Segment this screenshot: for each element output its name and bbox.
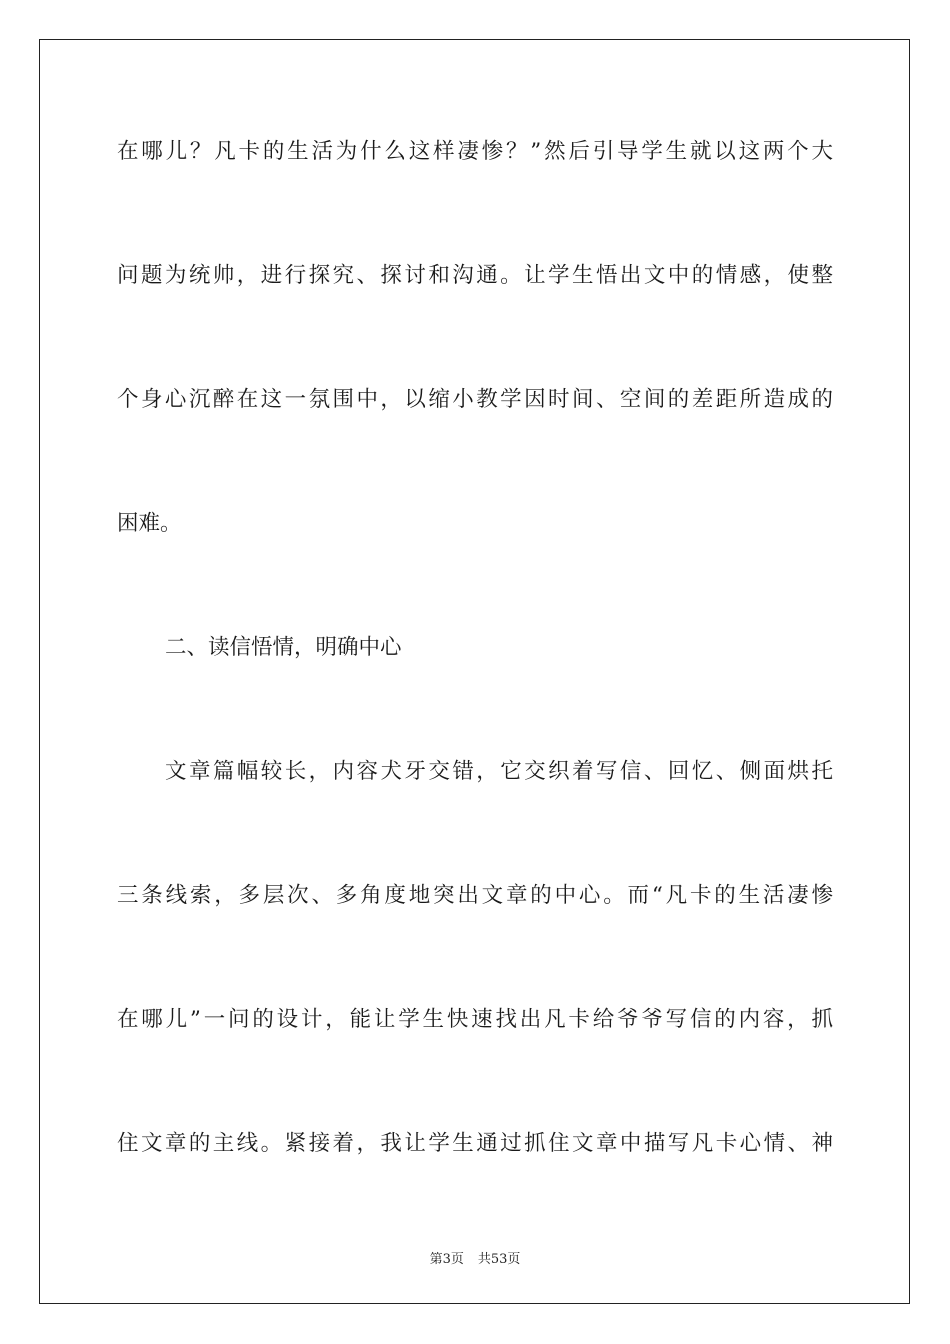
page-number: 第3页 xyxy=(429,1252,464,1267)
paragraph-line-7: 三条线索，多层次、多角度地突出文章的中心。而“凡卡的生活凄惨 xyxy=(117,883,833,908)
paragraph-line-9: 住文章的主线。紧接着，我让学生通过抓住文章中描写凡卡心情、神 xyxy=(117,1131,833,1156)
paragraph-line-1: 在哪儿？凡卡的生活为什么这样凄惨？”然后引导学生就以这两个大 xyxy=(117,139,833,164)
paragraph-line-6: 文章篇幅较长，内容犬牙交错，它交织着写信、回忆、侧面烘托 xyxy=(165,759,833,784)
page-footer xyxy=(0,1248,950,1267)
paragraph-line-2: 问题为统帅，进行探究、探讨和沟通。让学生悟出文中的情感，使整 xyxy=(117,263,833,288)
section-heading: 二、读信悟情，明确中心 xyxy=(165,635,402,660)
page-border xyxy=(39,39,910,1304)
total-pages: 共53页 xyxy=(477,1252,521,1267)
paragraph-line-8: 在哪儿”一问的设计，能让学生快速找出凡卡给爷爷写信的内容，抓 xyxy=(117,1007,833,1032)
paragraph-line-4: 困难。 xyxy=(117,511,182,536)
paragraph-line-3: 个身心沉醉在这一氛围中，以缩小教学因时间、空间的差距所造成的 xyxy=(117,387,833,412)
